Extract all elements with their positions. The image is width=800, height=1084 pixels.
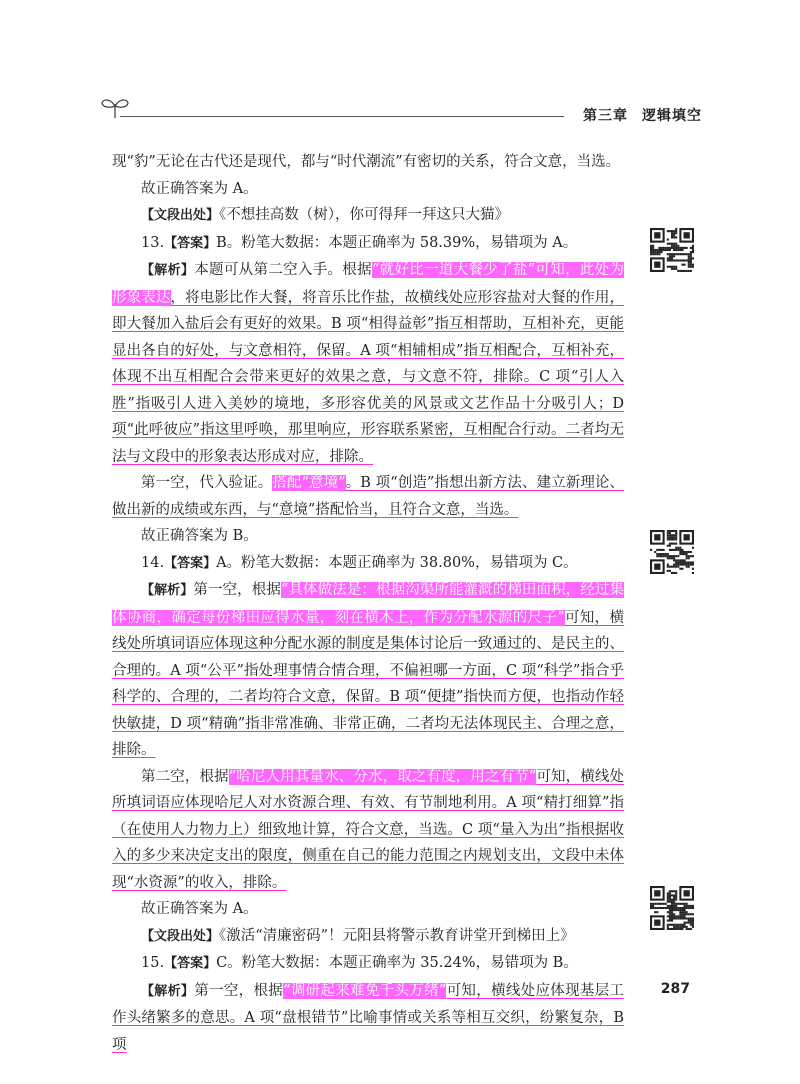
highlighted-text: “就好比一道大餐少了盐”可知，此处为形象表达 [112,262,624,306]
paragraph-text: 故正确答案为 A。 [141,180,258,197]
highlighted-text: “具体做法是：根据沟渠所能灌溉的梯田面积，经过集体协商，确定每份梯田应得水量，刻在横木上，作为分配水源的尺子” [112,582,624,626]
qr-code-icon[interactable] [650,228,694,272]
answer-text: C。粉笔大数据：本题正确率为 35.24%，易错项为 B。 [216,955,578,971]
chapter-title [583,105,702,125]
page-number: 287 [660,981,690,997]
chapter-label: 第三章 [583,108,628,124]
answer-line [112,230,624,258]
source-note [112,202,624,230]
highlighted-text: “哈尼人用其量水、分水，取之有度，用之有节” [228,768,537,785]
analysis-text: 本题可从第二空入手。根据 [194,262,372,278]
underlined-text: 可知，横线处应体现基层工作头绪繁多的意思。A 项“盘根错节”比喻事情或关系等相互交织，纷繁复杂，B 项 [112,982,625,1053]
highlighted-text: “调研起来难免千头万绪” [283,982,447,999]
source-tag: 【文段出处】 [141,208,220,223]
analysis-tag: 【解析】 [141,583,194,598]
paragraph [112,896,624,923]
qr-code-icon[interactable] [650,530,694,574]
paragraph [112,176,624,203]
source-tag: 【文段出处】 [141,928,220,944]
analysis-tag: 【解析】 [141,263,195,278]
sprout-leaf-icon [100,92,130,122]
paragraph-text: 现“豹”无论在古代还是现代，都与“时代潮流”有密切的关系，符合文意，当选。 [112,154,621,170]
analysis-tag: 【解析】 [141,983,195,999]
answer-text: B。粉笔大数据：本题正确率为 58.39%，易错项为 A。 [216,234,578,251]
analysis-text: 第一空，根据 [194,982,284,999]
analysis-paragraph [112,470,624,523]
underlined-text: 可知，横线处所填词语应体现这种分配水源的制度是集体讨论后一致通过的、是民主的、合理的。A 项“公平”指处理事情合情合理，不偏袒哪一方面，C 项“科学”指合乎科学的、合理的，二者均符合文意，保留。B 项“便捷”指快而方便，也指动作轻快敏捷，D 项“精确”指非常准确、非常正确，二者均无法体现民主、合理之意，排除。 [112,609,625,758]
analysis-text: 第二空，根据 [141,768,229,785]
analysis-paragraph [112,257,624,470]
paragraph [112,149,624,176]
qr-code-icon[interactable] [650,886,694,930]
analysis-paragraph [112,978,624,1059]
source-note [112,923,624,951]
answer-text: A。粉笔大数据：本题正确率为 38.80%，易错项为 C。 [216,554,578,571]
answer-tag: 【答案】 [164,555,217,571]
header-rule [120,116,564,117]
analysis-paragraph [112,577,624,764]
page-body [112,149,624,1058]
paragraph-text: 故正确答案为 B。 [141,528,258,544]
answer-line [112,550,624,578]
underlined-text: 可知，横线处所填词语应体现哈尼人对水资源合理、有效、有节制地利用。A 项“精打细算”指（在使用人力物力上）细致地计算，符合文意，当选。C 项“量入为出”指根据收入的多少来决定支出的限度，侧重在自己的能力范围之内规划支出，文段中未体现“水资源”的收入，排除。 [112,768,625,891]
page-header [100,92,720,132]
question-number: 14. [141,554,165,571]
paragraph [112,523,624,550]
section-label: 逻辑填空 [642,108,702,124]
underlined-text: 。B 项“创造”指想出新方法、建立新理论、做出新的成绩或东西，与“意境”搭配恰当，且符合文意，当选。 [112,475,625,518]
analysis-paragraph [112,764,624,897]
source-text: 《不想挂高数（树），你可得拜一拜这只大猫》 [219,207,510,223]
question-number: 15. [141,955,165,971]
underlined-text: ，将电影比作大餐，将音乐比作盐，故横线处应形容盐对大餐的作用，即大餐加入盐后会有更好的效果。B 项“相得益彰”指互相帮助，互相补充，更能显出各自的好处，与文意相符，保留。A 项“相辅相成”指互相配合，互相补充，体现不出互相配合会带来更好的效果之意，与文意不符，排除。C 项“引人入胜”指吸引人进入美妙的境地，多形容优美的风景或文艺作品十分吸引人；D 项“此呼彼应”指这里呼唤，那里响应，形容联系紧密，互相配合行动。二者均无法与文段中的形象表达形成对应，排除。 [112,289,624,465]
highlighted-text: 搭配“意境” [272,475,346,491]
answer-line [112,950,624,978]
paragraph-text: 故正确答案为 A。 [141,901,258,917]
source-text: 《激活“清廉密码”！元阳县将警示教育讲堂开到梯田上》 [219,927,575,944]
analysis-text: 第一空，代入验证。 [141,475,273,491]
answer-tag: 【答案】 [164,956,217,971]
analysis-text: 第一空，根据 [193,582,281,598]
question-number: 13. [141,234,165,251]
answer-tag: 【答案】 [164,235,217,251]
